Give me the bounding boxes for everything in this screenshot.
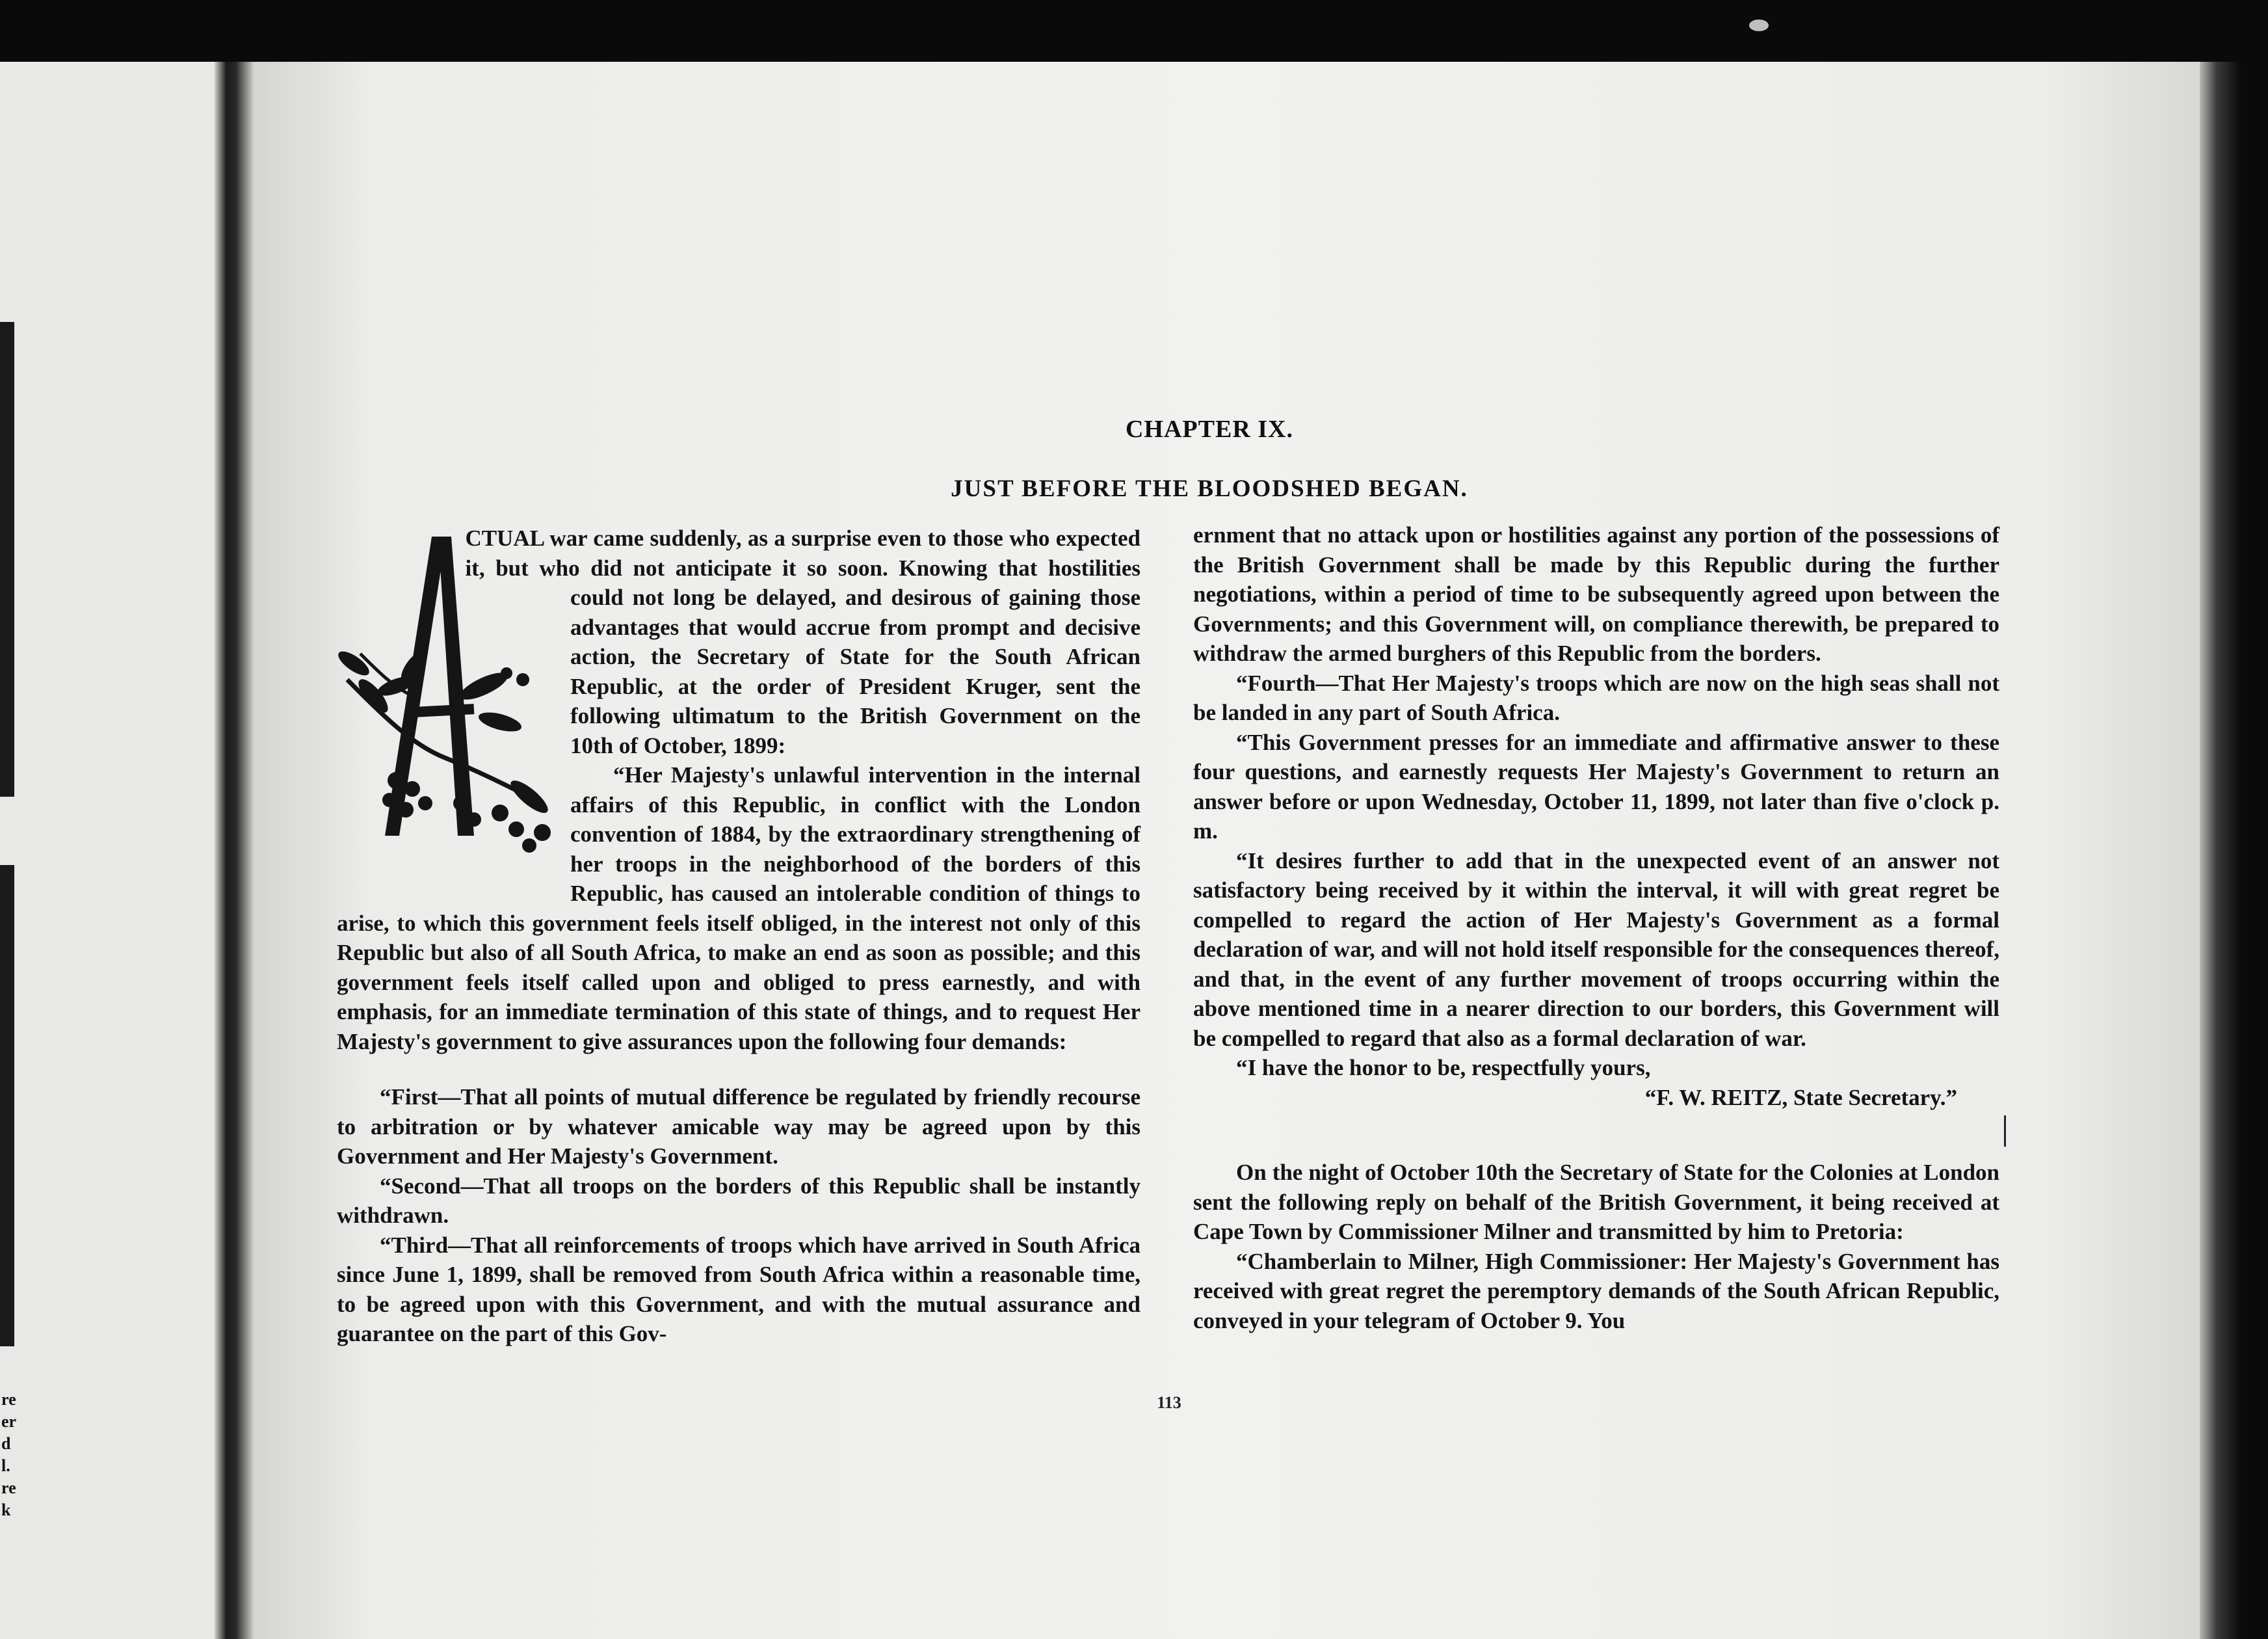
chapter-number: CHAPTER IX.	[1125, 416, 1294, 443]
demand-third: “Third—That all reinforcements of troops which have arrived in South Africa since June 1, 1899, shall be removed from South Africa within a reasonable time, to be agreed upon with this Government, and with the mutual assurance and guarantee on the part of this Gov-	[337, 1232, 1141, 1346]
intro-paragraph: CTUAL war came suddenly, as a surprise even to those who expected it, but who did not anticipate it so soon. Knowing that hostilities could not long be delayed, and desirous of gaining those advantages that would accrue from prompt and decisive action, the Secretary of State for the South African Republic, at the order of President Kruger, sent the following ultimatum to the British Government on the 10th of October, 1899:	[465, 526, 1141, 758]
scan-speck	[1749, 20, 1769, 31]
chamberlain-paragraph: “Chamberlain to Milner, High Commissioner: Her Majesty's Government has received with great regret the peremptory demands of the South African Republic, conveyed in your telegram of October 9. You	[1193, 1248, 1999, 1333]
chapter-title: JUST BEFORE THE BLOODSHED BEGAN.	[951, 475, 1468, 502]
facing-page	[0, 62, 215, 1639]
ultimatum-paragraph: “Her Majesty's unlawful intervention in the internal affairs of this Republic, in conflict with the London convention of 1884, by the extraordinary strengthening of her troops in the neighborhood of the borders of this Republic, has caused an intolerable condition of things to arise, to which this government feels itself obliged, in the interest not only of this Republic but also of all South Africa, to make an end as soon as possible; and this government feels itself called upon and obliged to press earnestly, and with emphasis, for an immediate termination of this state of things, and to request Her Majesty's government to give assurances upon the following four demands:	[337, 762, 1141, 1054]
desires-paragraph: “It desires further to add that in the unexpected event of an answer not satisfactory being received by it within the interval, it will with great regret be compelled to regard the action of Her Majesty's Government as a formal declaration of war, and will not hold itself responsible for the consequences thereof, and that, in the event of any further movement of troops occurring within the above mentioned time in a nearer direction to our borders, this Government will be compelled to regard that also as a formal declaration of war.	[1193, 847, 1999, 1051]
demand-first: “First—That all points of mutual difference be regulated by friendly recourse to arbitration or by whatever amicable way may be agreed upon by this Government and Her Majesty's Government.	[337, 1084, 1141, 1169]
margin-mark	[2004, 1115, 2006, 1147]
page-number: 113	[1157, 1393, 1181, 1412]
page-edge-shadow	[2200, 62, 2268, 1639]
facing-page-plate	[0, 322, 14, 797]
demand-third-continued: ernment that no attack upon or hostilities against any portion of the possessions of the British Government shall be made by this Republic during the further negotiations, within a period of time to be subsequently agreed upon between the Governments; and this Government will, on compliance therewith, be prepared to withdraw the armed burghers of this Republic from the borders.	[1193, 522, 1999, 666]
reply-intro-paragraph: On the night of October 10th the Secretary of State for the Colonies at London sent the following reply on behalf of the British Government, it being received at Cape Town by Commissioner Milner and transmitted by him to Pretoria:	[1193, 1160, 1999, 1244]
facing-page-plate	[0, 865, 14, 1346]
facing-page-edge-text: re er d l. re k	[1, 1390, 17, 1519]
signature: “F. W. REITZ, State Secretary.”	[1644, 1084, 1957, 1110]
presses-paragraph: “This Government presses for an immediate and affirmative answer to these four questions, and earnestly requests Her Majesty's Government to return an answer before or upon Wednesday, October 11, 1899, not later than five o'clock p. m.	[1193, 729, 1999, 844]
right-column	[1193, 520, 1999, 1335]
left-column	[337, 524, 1141, 1349]
closing-line: “I have the honor to be, respectfully yours,	[1236, 1055, 1651, 1080]
demand-second: “Second—That all troops on the borders of this Republic shall be instantly withdrawn.	[337, 1173, 1141, 1228]
demand-fourth: “Fourth—That Her Majesty's troops which are now on the high seas shall not be landed in any part of South Africa.	[1193, 670, 1999, 725]
book-gutter	[215, 62, 254, 1639]
